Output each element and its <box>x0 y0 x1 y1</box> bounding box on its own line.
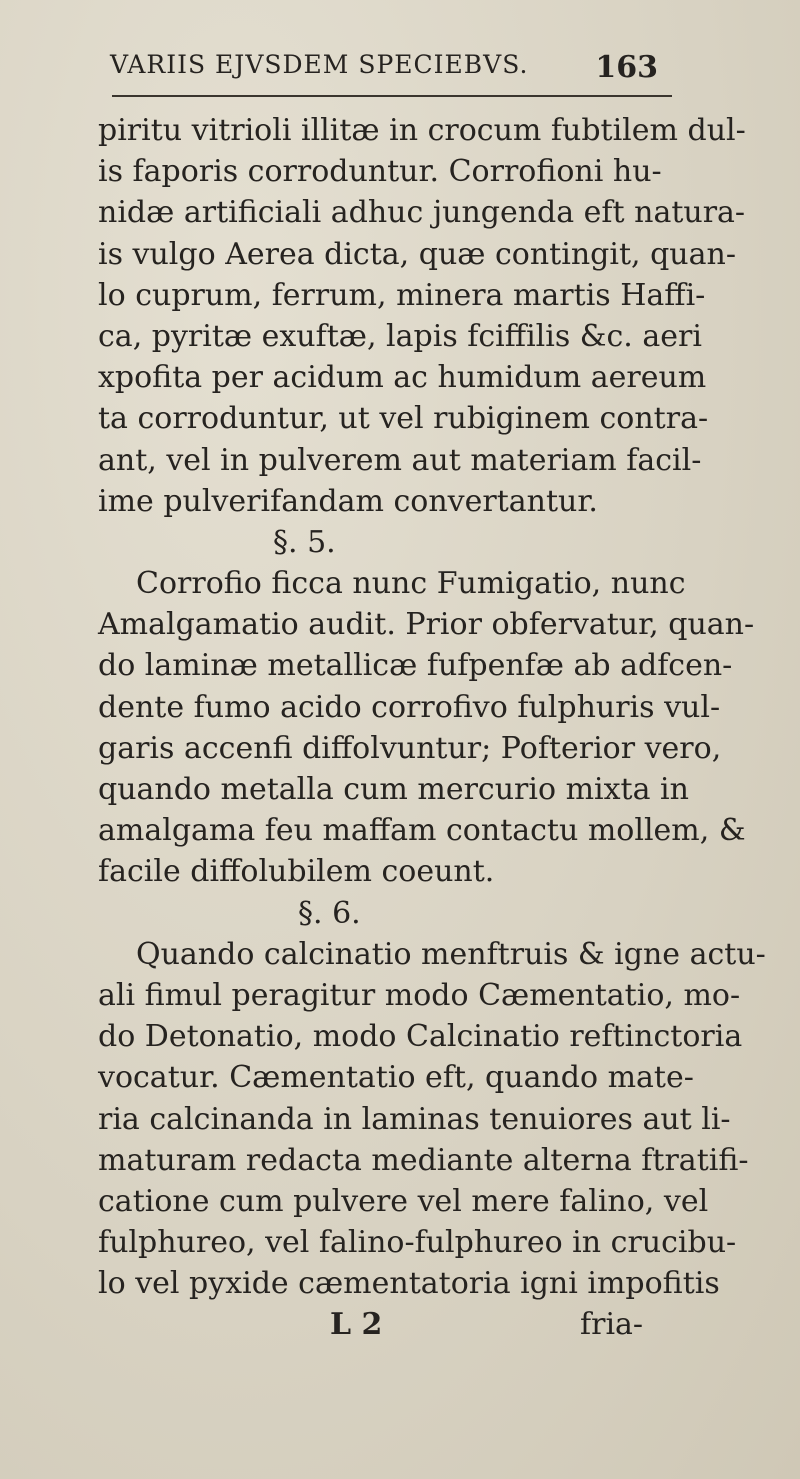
text-line: is faporis corroduntur. Corrofioni hu- <box>98 154 662 190</box>
catchword: fria- <box>580 1307 644 1343</box>
signature-mark: L 2 <box>330 1307 383 1343</box>
text-line: Amalgamatio audit. Prior obfervatur, quan- <box>98 607 755 643</box>
header-rule <box>112 95 672 97</box>
page-footer <box>98 1304 738 1345</box>
text-line: ant, vel in pulverem aut materiam facil- <box>98 442 702 478</box>
text-line: do Detonatio, modo Calcinatio reftinctoria <box>98 1019 743 1055</box>
text-line: garis accenfi diffolvuntur; Pofterior vero, <box>98 730 722 766</box>
text-line: is vulgo Aerea dicta, quæ contingit, quan- <box>98 236 736 272</box>
text-line: fulphureo, vel falino-fulphureo in crucibu- <box>98 1225 737 1261</box>
section-heading-5: §. 5. <box>273 524 336 560</box>
running-head: VARIIS EJVSDEM SPECIEBVS. <box>110 50 529 79</box>
text-line: Quando calcinatio menftruis & igne actu- <box>136 936 766 972</box>
text-line: ime pulverifandam convertantur. <box>98 483 598 519</box>
text-line: dente fumo acido corrofivo fulphuris vul- <box>98 689 721 725</box>
page-header <box>110 50 670 90</box>
text-line: nidæ artificiali adhuc jungenda eft natura- <box>98 195 746 231</box>
text-line: ali fimul peragitur modo Cæmentatio, mo- <box>98 977 741 1013</box>
page-number: 163 <box>595 50 658 85</box>
text-line: lo vel pyxide cæmentatoria igni impofitis <box>98 1266 720 1302</box>
text-line: piritu vitrioli illitæ in crocum fubtilem dul- <box>98 113 746 148</box>
text-line: amalgama feu maffam contactu mollem, & <box>98 813 746 849</box>
text-line: maturam redacta mediante alterna ftratifi- <box>98 1142 749 1178</box>
text-line: ta corroduntur, ut vel rubiginem contra- <box>98 401 709 437</box>
text-line: lo cuprum, ferrum, minera martis Haffi- <box>98 277 706 313</box>
text-line: ria calcinanda in laminas tenuiores aut li- <box>98 1101 731 1137</box>
text-line: ca, pyritæ exuftæ, lapis fciffilis &c. aeri <box>98 318 702 354</box>
text-line: Corrofio ficca nunc Fumigatio, nunc <box>136 566 686 602</box>
text-line: do laminæ metallicæ fufpenfæ ab adfcen- <box>98 648 733 684</box>
body-text <box>98 110 766 1346</box>
text-line: quando metalla cum mercurio mixta in <box>98 772 689 807</box>
text-line: facile diffolubilem coeunt. <box>98 854 495 890</box>
text-line: catione cum pulvere vel mere falino, vel <box>98 1183 709 1219</box>
section-heading-6: §. 6. <box>298 895 361 931</box>
text-line: xpofita per acidum ac humidum aereum <box>98 360 707 396</box>
text-line: vocatur. Cæmentatio eft, quando mate- <box>98 1060 694 1096</box>
